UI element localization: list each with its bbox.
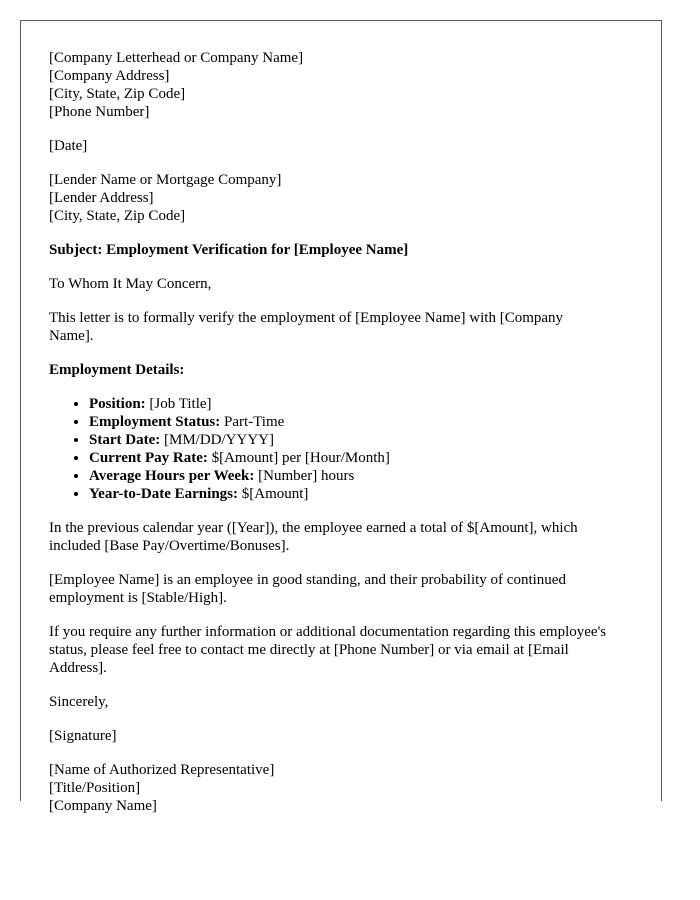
closing: Sincerely, xyxy=(49,694,109,710)
intro-paragraph: This letter is to formally verify the employment of [Employee Name] with [Company Name]. xyxy=(49,310,564,344)
list-item-start-date xyxy=(89,431,609,449)
sender-block xyxy=(49,49,609,121)
detail-value: $[Amount] per [Hour/Month] xyxy=(207,450,390,466)
detail-value: $[Amount] xyxy=(238,486,309,502)
signature-placeholder: [Signature] xyxy=(49,728,117,744)
detail-value: [MM/DD/YYYY] xyxy=(160,432,274,448)
letter-content xyxy=(49,49,609,831)
employment-details-list xyxy=(49,395,609,503)
lender-city-state-zip: [City, State, Zip Code] xyxy=(49,208,186,224)
company-phone: [Phone Number] xyxy=(49,104,150,120)
date-block xyxy=(49,137,609,155)
detail-value: [Job Title] xyxy=(145,396,212,412)
lender-address: [Lender Address] xyxy=(49,190,154,206)
subject-line: Subject: Employment Verification for [Employee Name] xyxy=(49,242,409,258)
letter-date: [Date] xyxy=(49,138,88,154)
company-city-state-zip: [City, State, Zip Code] xyxy=(49,86,186,102)
representative-title: [Title/Position] xyxy=(49,780,141,796)
list-item-position xyxy=(89,395,609,413)
detail-value: [Number] hours xyxy=(254,468,355,484)
list-item-employment-status xyxy=(89,413,609,431)
detail-label: Average Hours per Week: xyxy=(89,468,255,484)
signatory-block xyxy=(49,761,609,815)
list-item-average-hours xyxy=(89,467,609,485)
recipient-block xyxy=(49,171,609,225)
list-item-pay-rate xyxy=(89,449,609,467)
salutation: To Whom It May Concern, xyxy=(49,276,212,292)
detail-label: Start Date: xyxy=(89,432,161,448)
standing-paragraph: [Employee Name] is an employee in good standing, and their probability of continued employment is [Stable/High]. xyxy=(49,572,566,606)
detail-value: Part-Time xyxy=(220,414,285,430)
detail-label: Employment Status: xyxy=(89,414,221,430)
list-item-ytd-earnings xyxy=(89,485,609,503)
lender-name: [Lender Name or Mortgage Company] xyxy=(49,172,282,188)
letter-page xyxy=(20,20,662,814)
representative-name: [Name of Authorized Representative] xyxy=(49,762,275,778)
representative-company: [Company Name] xyxy=(49,798,157,814)
detail-label: Current Pay Rate: xyxy=(89,450,208,466)
previous-year-paragraph: In the previous calendar year ([Year]), the employee earned a total of $[Amount], which included [Base Pay/Overtime/Bonuses]. xyxy=(49,520,578,554)
company-address: [Company Address] xyxy=(49,68,170,84)
detail-label: Year-to-Date Earnings: xyxy=(89,486,238,502)
company-letterhead: [Company Letterhead or Company Name] xyxy=(49,50,304,66)
detail-label: Position: xyxy=(89,396,146,412)
details-heading: Employment Details: xyxy=(49,362,185,378)
contact-paragraph: If you require any further information or additional documentation regarding this employee's status, please feel free to contact me directly at [Phone Number] or via email at [Email Address]. xyxy=(49,624,607,676)
